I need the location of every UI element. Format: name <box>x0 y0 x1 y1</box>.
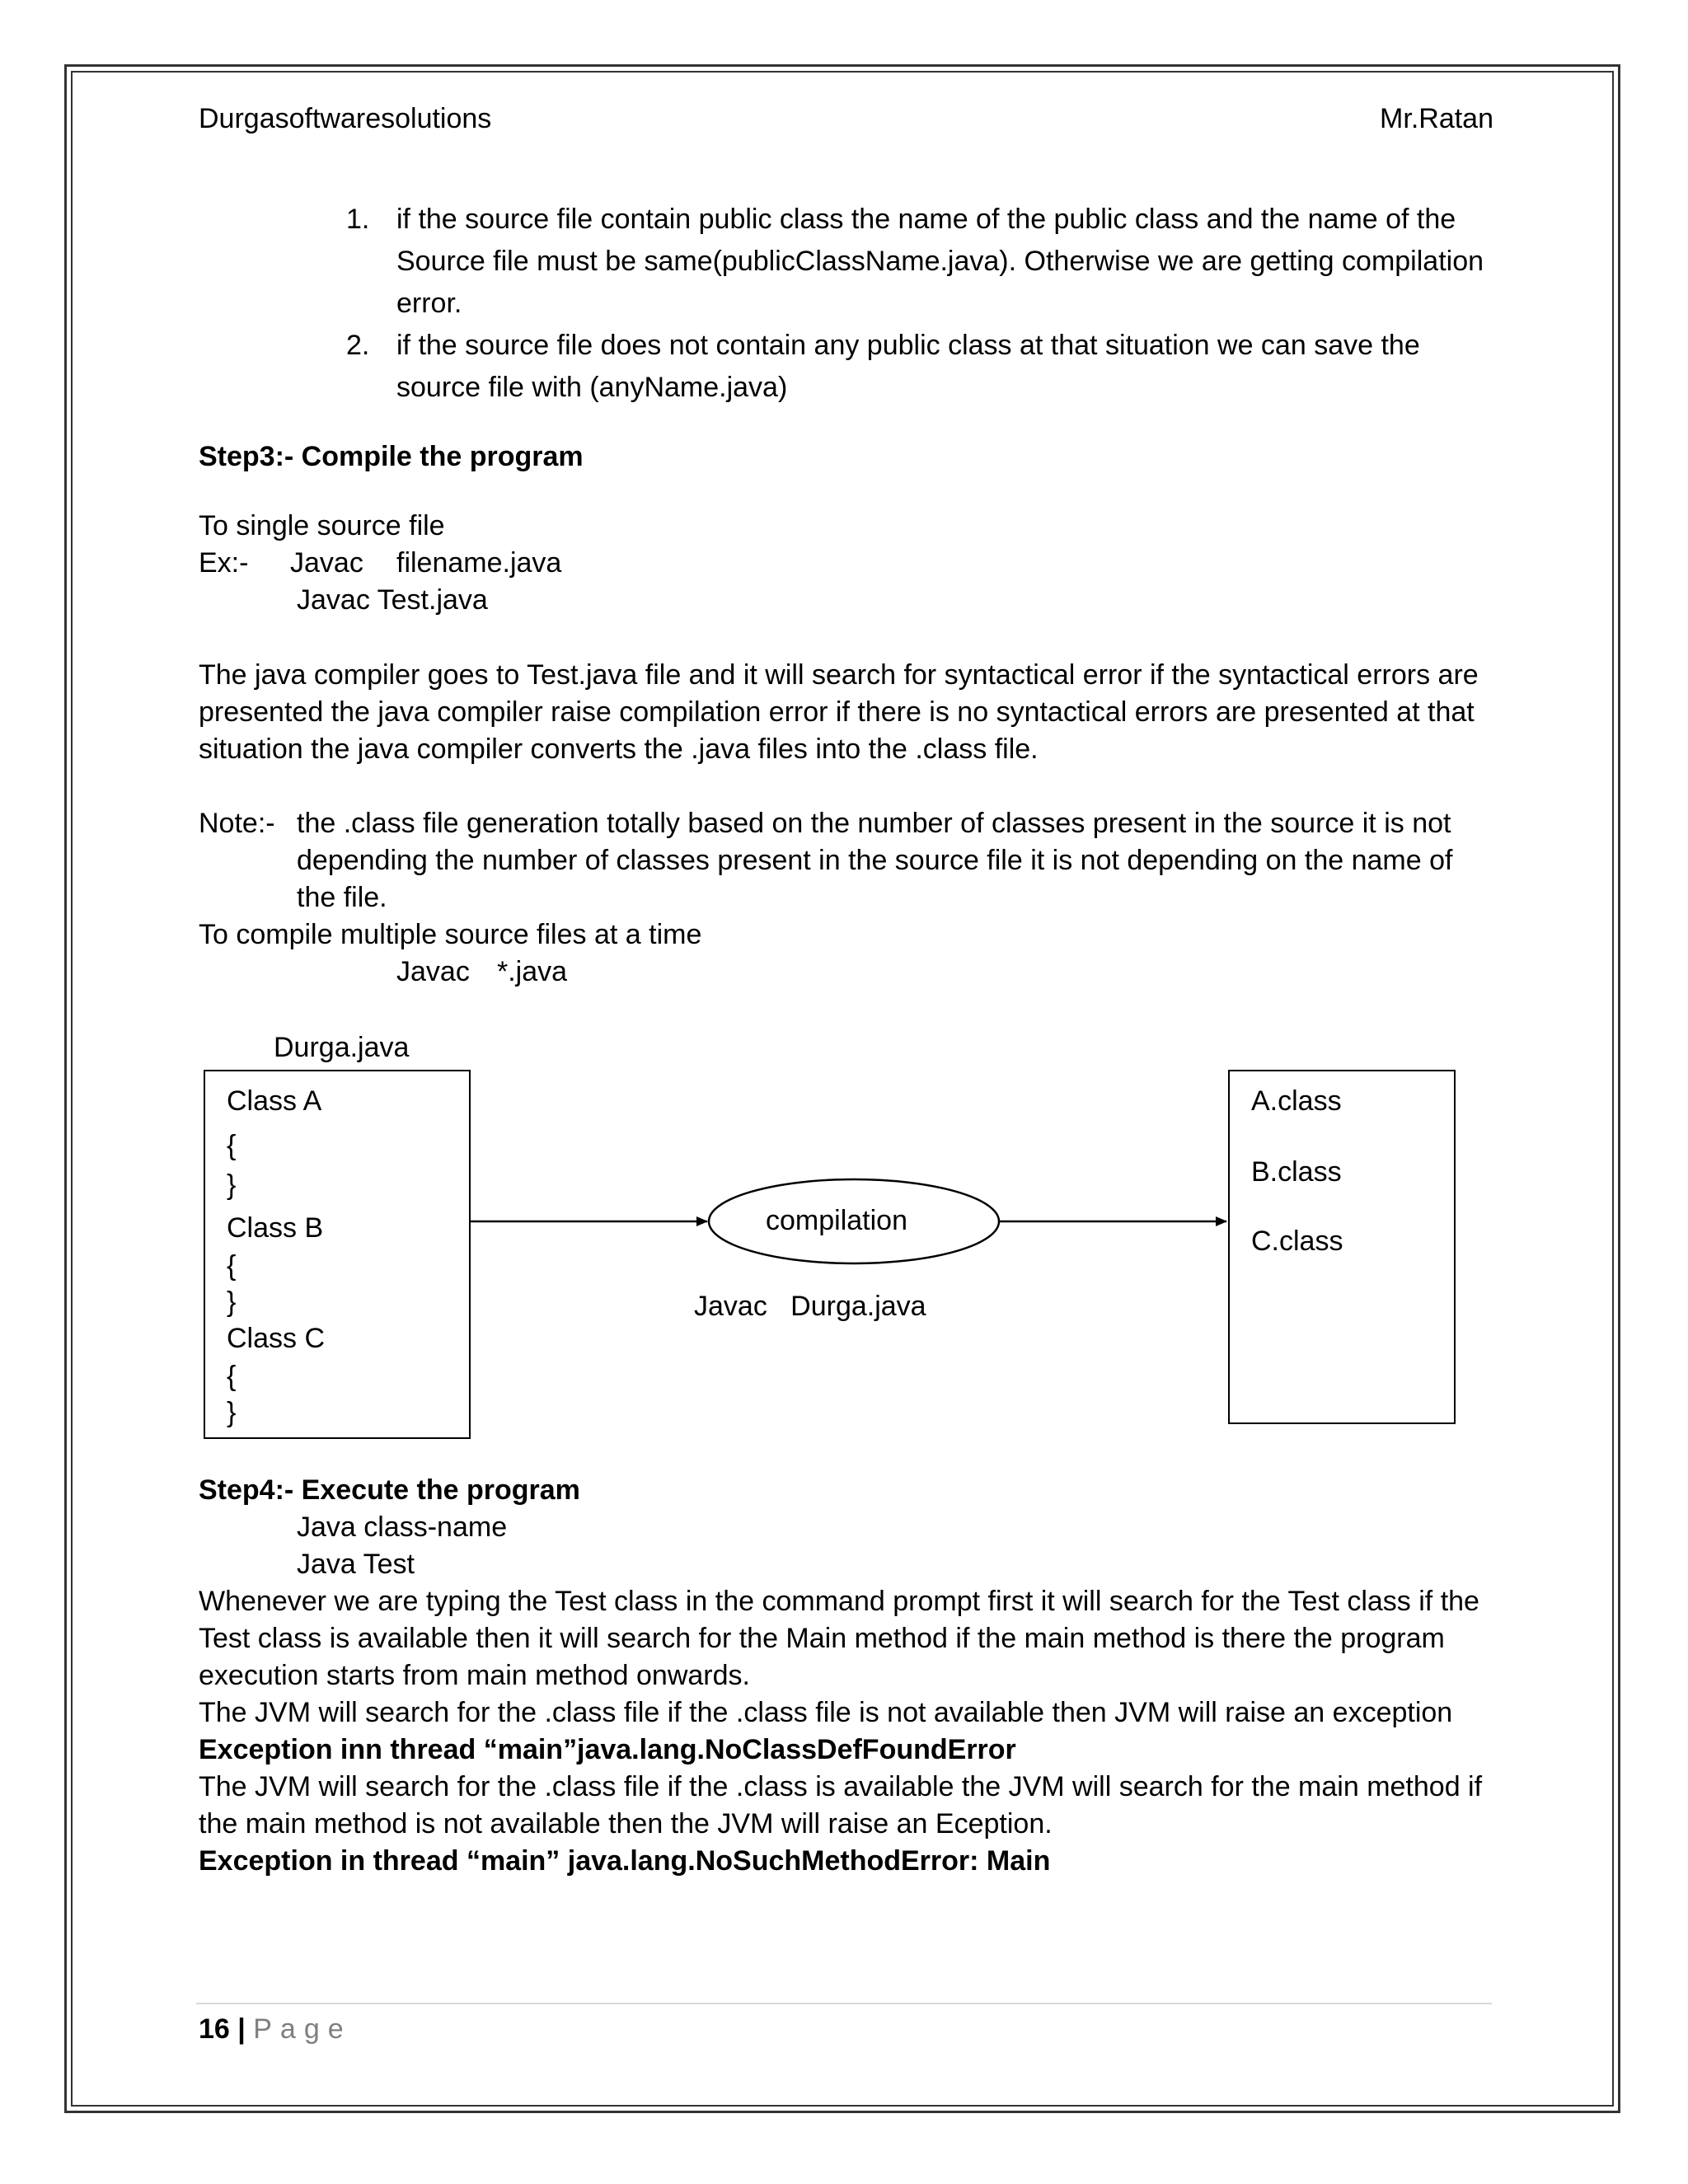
step4-paragraph-3: The JVM will search for the .class file if the .class is available the JVM will search for the main method if the main method is not available then the JVM will raise an Eception. <box>199 1771 1483 1840</box>
output-files-box <box>1228 1070 1456 1424</box>
error-noclassdef-prefix: Exception inn thread “main” <box>199 1734 578 1765</box>
error-noclassdef-name: java.lang.NoClassDefFoundError <box>577 1734 1016 1765</box>
source-line: Class B <box>227 1212 324 1244</box>
note-text: the .class file generation totally based on the number of classes present in the source it is not depending the number of classes present in the source file it is not depending on the name of the file. <box>297 808 1453 913</box>
example-cmd-test: Javac Test.java <box>297 584 488 616</box>
example-cmd-javac: Javac <box>290 547 363 579</box>
example-cmd-filename: filename.java <box>396 547 562 579</box>
source-line: } <box>227 1397 237 1428</box>
example-label: Ex:- <box>199 547 249 579</box>
list-item-2-number: 2. <box>346 330 370 361</box>
multi-cmd-wildcard: *.java <box>497 956 568 987</box>
page-footer <box>199 2011 352 2047</box>
header-company: Durgasoftwaresolutions <box>199 103 492 134</box>
source-line: { <box>227 1130 237 1161</box>
list-item-2-text: if the source file does not contain any public class at that situation we can save the source file with (anyName.java) <box>396 330 1420 403</box>
step4-cmd-classname: Java class-name <box>297 1511 508 1543</box>
source-line: Class A <box>227 1085 322 1117</box>
page-label: Page <box>253 2013 352 2045</box>
source-file-label: Durga.java <box>274 1032 410 1063</box>
source-line: } <box>227 1286 237 1318</box>
multi-source-label: To compile multiple source files at a time <box>199 919 702 950</box>
step3-heading: Step3:- Compile the program <box>199 441 584 472</box>
single-source-label: To single source file <box>199 510 445 541</box>
multi-cmd-javac: Javac <box>396 956 470 987</box>
page-number: 16 <box>199 2013 230 2045</box>
step4-heading: Step4:- Execute the program <box>199 1474 580 1506</box>
compiler-paragraph: The java compiler goes to Test.java file and it will search for syntactical error if the syntactical errors are presented the java compiler raise compilation error if there is no syntactical errors are presented at that situation the java compiler converts the .java files into the .class file. <box>199 659 1479 765</box>
source-line: } <box>227 1169 237 1201</box>
output-class-b: B.class <box>1251 1156 1342 1188</box>
source-line: { <box>227 1250 237 1282</box>
source-line: Class C <box>227 1323 326 1354</box>
output-class-c: C.class <box>1251 1226 1343 1257</box>
error-nosuchmethod: Exception in thread “main” java.lang.NoSuchMethodError: Main <box>199 1845 1051 1877</box>
step4-paragraph-2: The JVM will search for the .class file if the .class file is not available then JVM will raise an exception <box>199 1697 1453 1728</box>
footer-rule <box>196 2003 1492 2004</box>
list-item-1-text: if the source file contain public class the name of the public class and the name of the Source file must be same(publicClassName.java). Otherwise we are getting compilation error. <box>396 204 1484 319</box>
header-author: Mr.Ratan <box>1380 103 1493 134</box>
step4-cmd-test: Java Test <box>297 1549 415 1580</box>
list-item-1-number: 1. <box>346 204 370 235</box>
footer-separator: | <box>237 2013 246 2045</box>
output-class-a: A.class <box>1251 1085 1342 1117</box>
source-line: { <box>227 1361 237 1392</box>
compilation-label: compilation <box>766 1205 907 1236</box>
note-label: Note:- <box>199 808 275 839</box>
compile-command-label: Javac Durga.java <box>694 1291 926 1322</box>
step4-paragraph-1: Whenever we are typing the Test class in the command prompt first it will search for the Test class if the Test class is available then it will search for the Main method if the main method is there the program execution starts from main method onwards. <box>199 1586 1479 1691</box>
